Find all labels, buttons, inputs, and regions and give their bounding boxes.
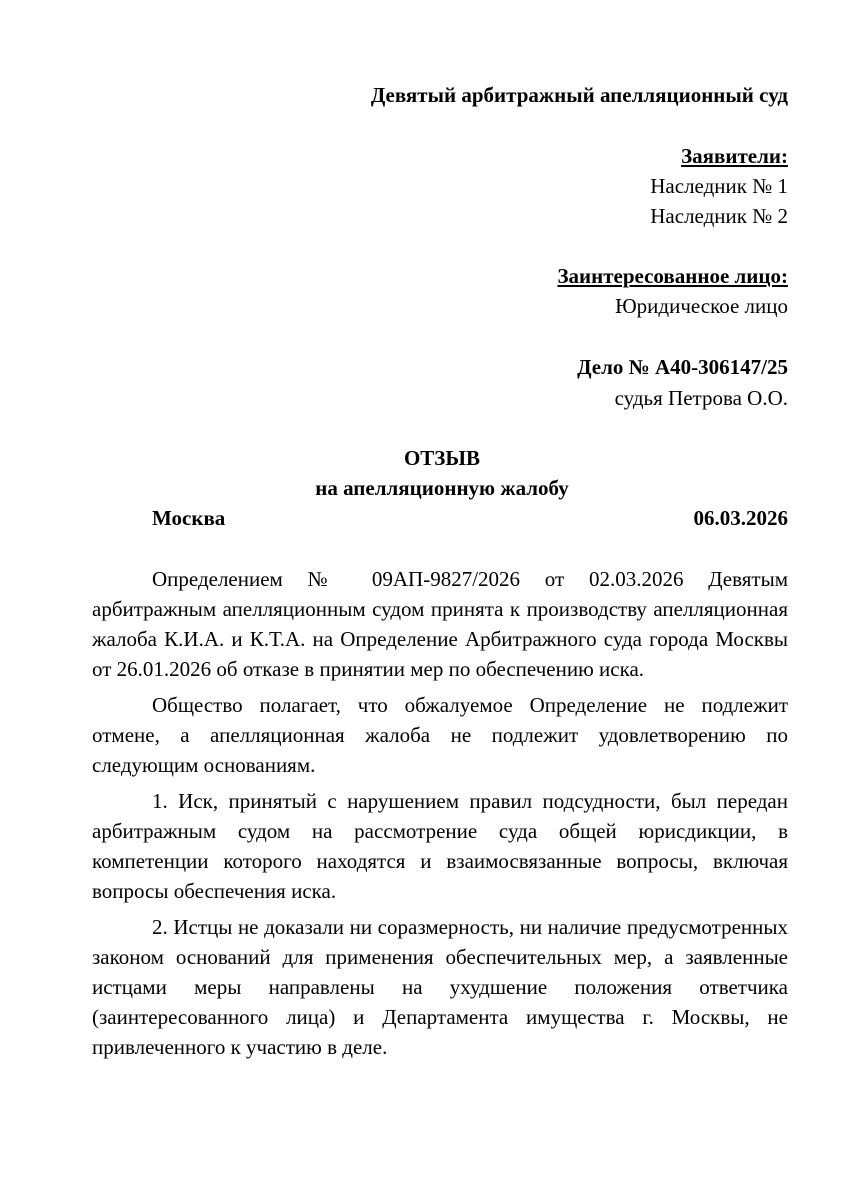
paragraph-1: Определением № 09АП-9827/2026 от 02.03.2026 Девятым арбитражным апелляционным судом принята к производству апелляционная жалоба К.И.А. и К.Т.А. на Определение Арбитражного суда города Москвы от 26.01.2026 об отказе в принятии мер по обеспечению иска. <box>92 567 788 681</box>
court-name: Девятый арбитражный апелляционный суд <box>370 83 788 107</box>
paragraph-3: 1. Иск, принятый с нарушением правил подсудности, был передан арбитражным судом на рассмотрение суда общей юрисдикции, в компетенции которого находятся и взаимосвязанные вопросы, включая вопросы обеспечения иска. <box>92 789 788 903</box>
place: Москва <box>152 506 226 530</box>
interested-party: Юридическое лицо <box>615 294 788 318</box>
interested-party-label: Заинтересованное лицо: <box>557 264 788 288</box>
document-title: ОТЗЫВ <box>403 446 481 470</box>
case-number: Дело № А40-306147/25 <box>577 355 788 379</box>
applicants-label: Заявители: <box>681 144 788 168</box>
paragraph-4: 2. Истцы не доказали ни соразмерность, ни наличие предусмотренных законом оснований для применения обеспечительных мер, а заявленные истцами меры направлены на ухудшение положения ответчика (заинтересованного лица) и Департамента имущества г. Москвы, не привлеченного к участию в деле. <box>92 915 788 1059</box>
date: 06.03.2026 <box>693 506 788 530</box>
paragraph-2: Общество полагает, что обжалуемое Определение не подлежит отмене, а апелляционная жалоба не подлежит удовлетворению по следующим основаниям. <box>92 693 788 777</box>
document-subtitle: на апелляционную жалобу <box>315 476 569 500</box>
body-text <box>92 564 788 1068</box>
applicant-2: Наследник № 2 <box>650 204 788 228</box>
applicant-1: Наследник № 1 <box>650 174 788 198</box>
judge-name: судья Петрова О.О. <box>614 386 788 410</box>
